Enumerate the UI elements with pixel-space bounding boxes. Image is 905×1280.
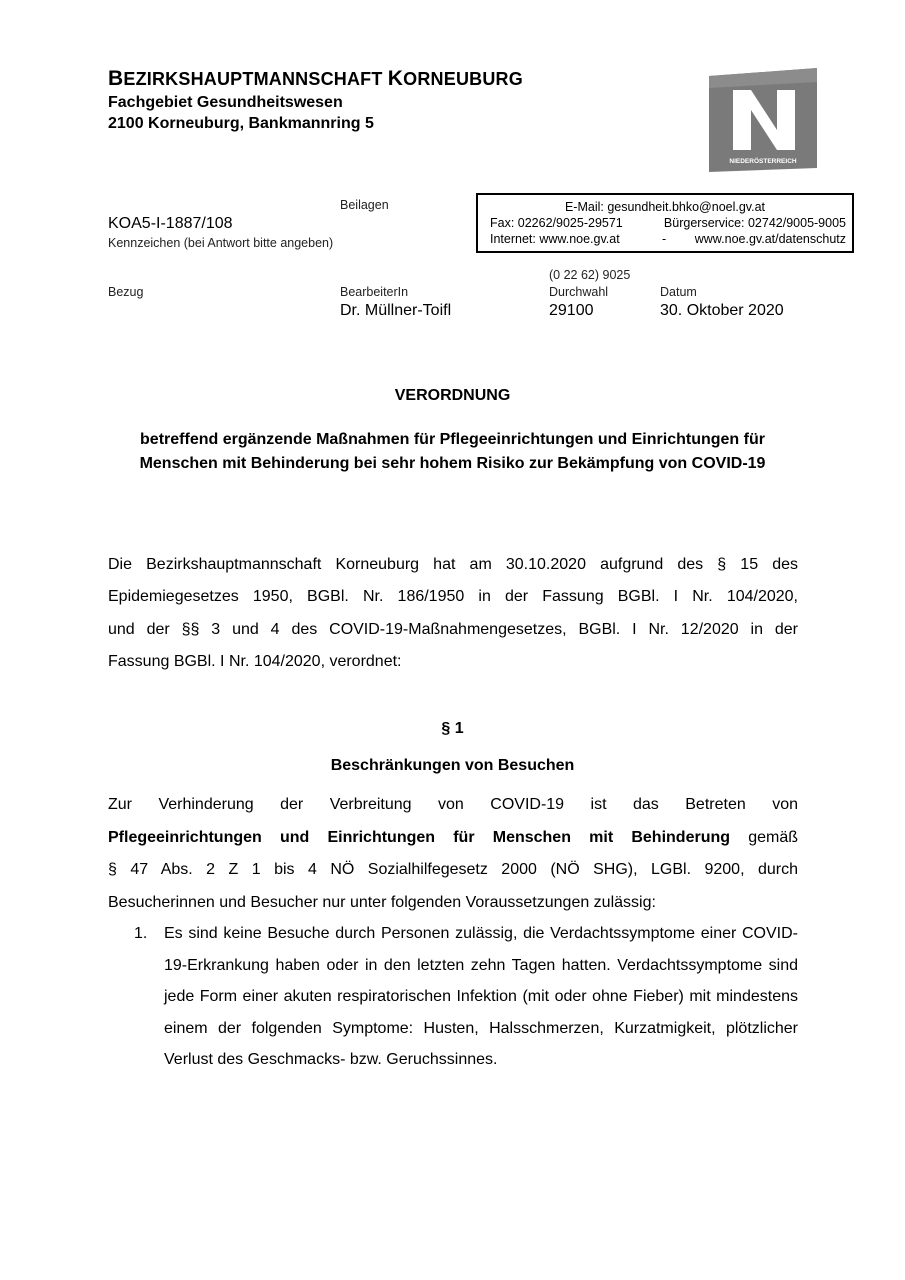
body-after-bold: gemäß (730, 828, 798, 846)
preamble (108, 549, 798, 678)
lower-austria-logo (705, 68, 823, 172)
contact-dash: - (662, 232, 667, 246)
preamble-line: Epidemiegesetzes 1950, BGBl. Nr. 186/1950 in der Fassung BGBl. I Nr. 104/2020, (108, 588, 798, 606)
section-number: § 1 (441, 720, 464, 737)
contact-fax: Fax: 02262/9025-29571 (490, 216, 623, 230)
beilagen-label: Beilagen (340, 198, 389, 212)
authority-name-end: ORNEUBURG (403, 69, 523, 89)
preamble-line: Fassung BGBl. I Nr. 104/2020, verordnet: (108, 652, 402, 670)
authority-name-part: EZIRKSHAUPTMANNSCHAFT (123, 69, 388, 89)
address: 2100 Korneuburg, Bankmannring 5 (108, 115, 374, 132)
preamble-line: und der §§ 3 und 4 des COVID-19-Maßnahmengesetzes, BGBl. I Nr. 12/2020 in der (108, 620, 798, 638)
contact-internet: Internet: www.noe.gv.at (490, 232, 620, 246)
document-title: VERORDNUNG (394, 387, 511, 404)
logo-text: NIEDERÖSTERREICH (729, 158, 797, 165)
preamble-line: Die Bezirkshauptmannschaft Korneuburg hat am 30.10.2020 aufgrund des § 15 des (108, 556, 798, 573)
bezug-label: Bezug (108, 285, 144, 299)
contact-box (476, 193, 854, 253)
list-item-number: 1. (134, 925, 148, 942)
section-title: Beschränkungen von Besuchen (330, 757, 575, 774)
body-line: Besucherinnen und Besucher nur unter folgenden Voraussetzungen zulässig: (108, 893, 656, 911)
datum-value: 30. Oktober 2020 (660, 302, 784, 319)
contact-buergerservice: Bürgerservice: 02742/9005-9005 (663, 216, 846, 230)
phone-prefix: (0 22 62) 9025 (549, 268, 631, 282)
contact-row-fax (490, 215, 846, 231)
bearbeiter-value: Dr. Müllner-Toifl (340, 302, 452, 319)
authority-initial-k: K (387, 67, 404, 90)
section-body (108, 789, 798, 919)
bearbeiter-label: BearbeiterIn (340, 285, 409, 299)
body-line: Zur Verhinderung der Verbreitung von COVID-19 ist das Betreten von (108, 796, 798, 813)
file-number: KOA5-I-1887/108 (108, 215, 233, 232)
contact-email: E-Mail: gesundheit.bhko@noel.gv.at (564, 200, 766, 214)
authority-initial-b: B (108, 67, 124, 90)
body-bold: Pflegeeinrichtungen und Einrichtungen für Menschen mit Behinderung (108, 828, 731, 846)
body-line: § 47 Abs. 2 Z 1 bis 4 NÖ Sozialhilfegesetz 2000 (NÖ SHG), LGBl. 9200, durch (108, 861, 798, 878)
body-line (108, 822, 798, 855)
list-item (134, 918, 798, 1076)
authority-name (108, 68, 523, 89)
datum-label: Datum (660, 285, 697, 299)
file-number-label: Kennzeichen (bei Antwort bitte angeben) (108, 236, 334, 250)
document-subtitle: betreffend ergänzende Maßnahmen für Pflegeeinrichtungen und Einrichtungen für Menschen mit Behinderung bei sehr hohem Risiko zur Bekämpfung von COVID-19 (139, 431, 766, 472)
department: Fachgebiet Gesundheitswesen (108, 94, 343, 111)
durchwahl-value: 29100 (549, 302, 594, 319)
contact-datenschutz: www.noe.gv.at/datenschutz (694, 232, 846, 246)
list-item-text: Es sind keine Besuche durch Personen zulässig, die Verdachtssymptome einer COVID-19-Erkrankung haben oder in den letzten zehn Tagen hatten. Verdachtssymptome sind jede Form einer akuten respiratorischen Infektion (mit oder ohne Fieber) mit mindestens einem der folgenden Symptome: Husten, Halsschmerzen, Kurzatmigkeit, plötzlicher Verlust des Geschmacks- bzw. Geruchssinnes. (164, 925, 798, 1069)
contact-row-internet (490, 231, 846, 247)
durchwahl-label: Durchwahl (549, 285, 609, 299)
